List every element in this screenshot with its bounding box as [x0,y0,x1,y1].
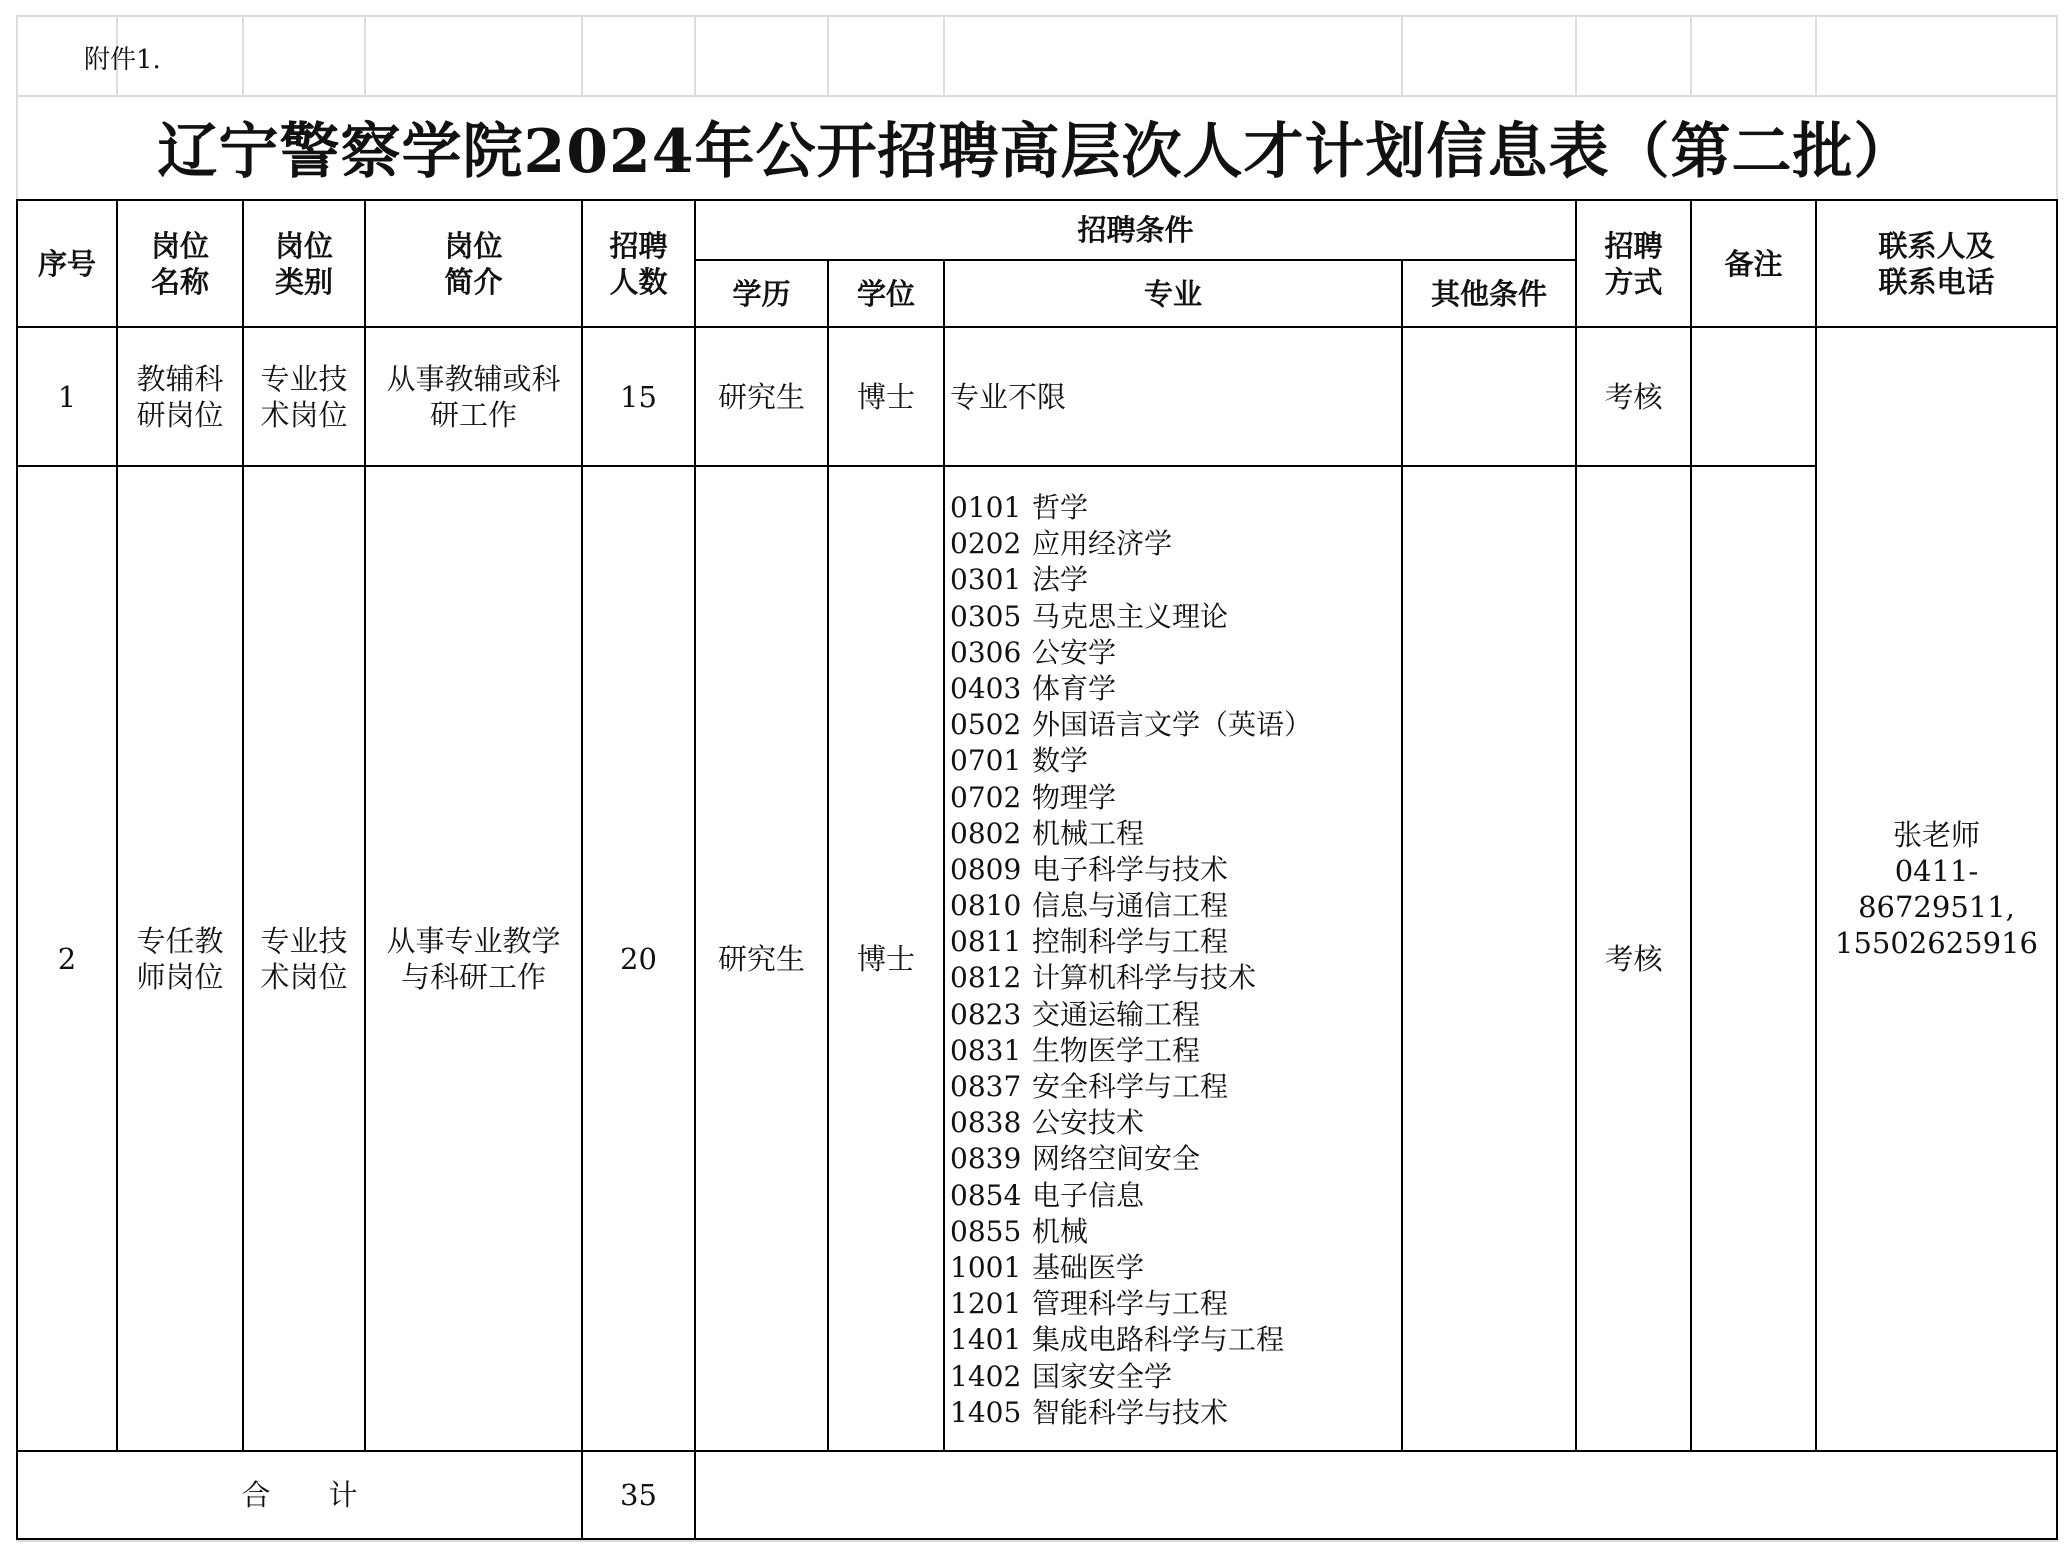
gridline [242,15,244,95]
major-name: 管理科学与工程 [1032,1287,1229,1321]
major-name: 计算机科学与技术 [1032,961,1257,995]
list-item [950,526,1400,562]
major-code: 0810 [950,889,1022,923]
row1-other [1403,328,1575,465]
major-code: 0811 [950,925,1022,959]
major-code: 0812 [950,961,1022,995]
major-name: 公安学 [1032,635,1117,669]
major-name: 集成电路科学与工程 [1032,1323,1285,1357]
row2-method: 考核 [1604,941,1663,976]
row1-degree: 博士 [856,379,915,414]
gridline [1815,15,1817,95]
page-title: 辽宁警察学院2024年公开招聘高层次人才计划信息表（第二批） [157,117,1915,187]
gridline [827,15,829,95]
row2-education: 研究生 [717,941,805,976]
table-border [2056,199,2058,1540]
major-name: 物理学 [1032,780,1117,814]
list-item [950,924,1400,960]
table-border [16,1538,2058,1540]
row2-seq: 2 [57,941,77,976]
gridline [943,15,945,95]
attachment-label: 附件1. [84,45,161,75]
major-code: 1402 [950,1359,1022,1393]
gridline [581,15,583,95]
major-list [950,490,1400,1431]
row1-position-type: 专业技 术岗位 [260,361,348,432]
list-item [950,1214,1400,1250]
list-item [950,816,1400,852]
major-code: 0837 [950,1070,1022,1103]
major-name: 生物医学工程 [1032,1033,1201,1067]
major-name: 电子科学与技术 [1032,852,1229,886]
gridline [2056,15,2058,200]
major-code: 0202 [950,527,1022,561]
row2-position-type: 专业技 术岗位 [260,923,348,994]
list-item [950,635,1400,671]
row2-other [1403,467,1575,1450]
major-code: 0854 [950,1178,1022,1212]
major-code: 1001 [950,1250,1022,1284]
table-border [943,259,945,1452]
gridline [1575,15,1577,95]
row1-education: 研究生 [717,379,805,414]
gridline [364,15,366,95]
list-item [950,1359,1400,1395]
major-name: 机械 [1032,1214,1089,1248]
contact-cell: 张老师 0411-86729511, 15502625916 [1835,818,2038,960]
list-item [950,1322,1400,1358]
major-code: 0702 [950,780,1022,814]
major-name: 哲学 [1032,491,1089,524]
header-seq: 序号 [37,246,96,281]
gridline [1690,15,1692,95]
list-item [950,888,1400,924]
major-code: 0101 [950,491,1022,524]
header-position-desc: 岗位 简介 [444,228,503,299]
row1-remark [1692,328,1815,465]
major-code: 0305 [950,599,1022,633]
major-name: 交通运输工程 [1032,997,1201,1031]
header-other: 其他条件 [1430,276,1547,311]
gridline [16,1540,2058,1542]
major-code: 0802 [950,816,1022,850]
major-code: 1405 [950,1395,1022,1429]
header-degree: 学位 [856,276,915,311]
major-code: 0823 [950,997,1022,1031]
major-name: 机械工程 [1032,816,1145,850]
list-item [950,1105,1400,1141]
major-code: 1201 [950,1287,1022,1321]
header-major: 专业 [1143,276,1202,311]
major-name: 控制科学与工程 [1032,925,1229,959]
major-code: 0701 [950,744,1022,778]
total-count: 35 [620,1478,657,1512]
list-item [950,1033,1400,1069]
list-item [950,1069,1400,1105]
row1-position-desc: 从事教辅或科 研工作 [386,361,561,432]
total-label: 合 计 [241,1478,358,1512]
list-item [950,1178,1400,1214]
header-remark: 备注 [1724,246,1783,281]
header-conditions: 招聘条件 [1077,213,1194,247]
major-name: 网络空间安全 [1032,1142,1201,1176]
row2-count: 20 [620,941,657,976]
major-name: 安全科学与工程 [1032,1070,1229,1103]
major-code: 0831 [950,1033,1022,1067]
list-item [950,562,1400,598]
gridline [1401,15,1403,95]
gridline [694,15,696,95]
row2-position-desc: 从事专业教学 与科研工作 [386,923,561,994]
list-item [950,997,1400,1033]
list-item [950,671,1400,707]
major-code: 0855 [950,1214,1022,1248]
row1-count: 15 [620,379,657,414]
major-name: 智能科学与技术 [1032,1395,1229,1429]
major-name: 数学 [1032,744,1089,778]
list-item [950,599,1400,635]
gridline [16,15,2058,17]
major-name: 国家安全学 [1032,1359,1173,1393]
header-position-name: 岗位 名称 [150,228,209,299]
major-name: 基础医学 [1032,1250,1145,1284]
major-code: 1401 [950,1323,1022,1357]
list-item [950,780,1400,816]
list-item [950,707,1400,743]
list-item [950,743,1400,779]
major-name: 体育学 [1032,671,1117,705]
header-contact: 联系人及 联系电话 [1878,228,1995,299]
major-code: 0301 [950,563,1022,597]
major-name: 信息与通信工程 [1032,889,1229,923]
list-item [950,960,1400,996]
list-item [950,1250,1400,1286]
major-name: 外国语言文学（英语） [1032,708,1313,742]
major-code: 0838 [950,1106,1022,1140]
major-code: 0403 [950,671,1022,705]
row2-remark [1692,467,1815,1450]
list-item [950,1141,1400,1177]
row1-method: 考核 [1604,379,1663,414]
row2-position-name: 专任教 师岗位 [136,923,224,994]
major-code: 0839 [950,1142,1022,1176]
major-code: 0809 [950,852,1022,886]
list-item [950,1286,1400,1322]
major-code: 0306 [950,635,1022,669]
major-code: 0502 [950,708,1022,742]
header-method: 招聘 方式 [1604,228,1663,299]
list-item [950,852,1400,888]
row1-seq: 1 [57,379,77,414]
major-name: 马克思主义理论 [1032,599,1229,633]
major-name: 法学 [1032,563,1089,597]
header-education: 学历 [732,276,791,311]
major-name: 公安技术 [1032,1106,1145,1140]
list-item [950,490,1400,526]
row1-position-name: 教辅科 研岗位 [136,361,224,432]
list-item [950,1395,1400,1431]
major-name: 应用经济学 [1032,527,1173,561]
header-count: 招聘 人数 [609,228,668,299]
row1-major: 专业不限 [950,379,1067,414]
major-name: 电子信息 [1032,1178,1145,1212]
header-position-type: 岗位 类别 [274,228,333,299]
row2-degree: 博士 [856,941,915,976]
